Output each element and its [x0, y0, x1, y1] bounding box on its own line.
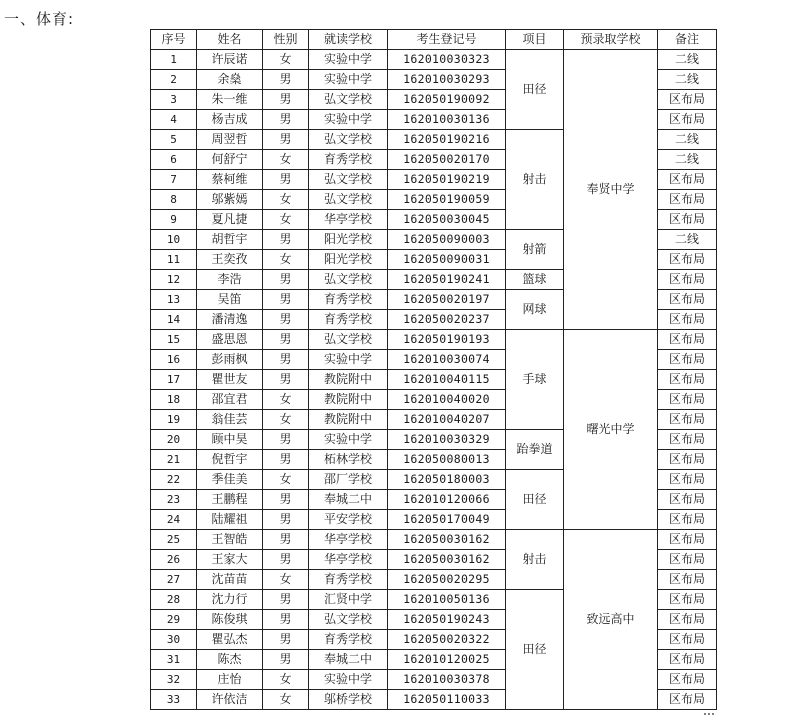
cell-name: 余燊 — [197, 70, 263, 90]
cell-school: 邵厂学校 — [309, 470, 388, 490]
cell-gender: 女 — [263, 410, 309, 430]
cell-no: 7 — [151, 170, 197, 190]
cell-sport: 手球 — [506, 330, 564, 430]
cell-registration: 162010040207 — [388, 410, 506, 430]
cell-no: 30 — [151, 630, 197, 650]
cell-school: 育秀学校 — [309, 630, 388, 650]
cell-registration: 162050030045 — [388, 210, 506, 230]
cell-gender: 男 — [263, 630, 309, 650]
cell-gender: 男 — [263, 430, 309, 450]
header-cell-gender: 性别 — [263, 30, 309, 50]
cell-school: 邬桥学校 — [309, 690, 388, 710]
cell-school: 教院附中 — [309, 370, 388, 390]
cell-school: 弘文学校 — [309, 610, 388, 630]
cell-gender: 男 — [263, 130, 309, 150]
header-cell-note: 备注 — [658, 30, 717, 50]
cell-gender: 男 — [263, 350, 309, 370]
cell-gender: 男 — [263, 510, 309, 530]
cell-name: 周翌哲 — [197, 130, 263, 150]
cell-gender: 女 — [263, 190, 309, 210]
cell-gender: 女 — [263, 150, 309, 170]
cell-gender: 女 — [263, 690, 309, 710]
cell-note: 区布局 — [658, 350, 717, 370]
cell-school: 弘文学校 — [309, 190, 388, 210]
cell-no: 21 — [151, 450, 197, 470]
cell-registration: 162050020295 — [388, 570, 506, 590]
cell-note: 区布局 — [658, 290, 717, 310]
cell-gender: 男 — [263, 170, 309, 190]
cell-registration: 162050110033 — [388, 690, 506, 710]
cell-gender: 女 — [263, 470, 309, 490]
watermark-mark — [703, 711, 715, 717]
cell-name: 沈苗苗 — [197, 570, 263, 590]
cell-gender: 男 — [263, 290, 309, 310]
cell-name: 吴笛 — [197, 290, 263, 310]
cell-gender: 男 — [263, 450, 309, 470]
cell-school: 平安学校 — [309, 510, 388, 530]
cell-admission-school: 曙光中学 — [564, 330, 658, 530]
cell-school: 柘林学校 — [309, 450, 388, 470]
cell-gender: 女 — [263, 50, 309, 70]
cell-name: 沈力行 — [197, 590, 263, 610]
cell-registration: 162050080013 — [388, 450, 506, 470]
cell-name: 蔡柯维 — [197, 170, 263, 190]
cell-sport: 射击 — [506, 130, 564, 230]
cell-registration: 162010030074 — [388, 350, 506, 370]
cell-school: 华亭学校 — [309, 550, 388, 570]
cell-school: 奉城二中 — [309, 650, 388, 670]
cell-sport: 田径 — [506, 50, 564, 130]
cell-no: 27 — [151, 570, 197, 590]
cell-no: 9 — [151, 210, 197, 230]
cell-note: 区布局 — [658, 570, 717, 590]
cell-no: 23 — [151, 490, 197, 510]
cell-no: 4 — [151, 110, 197, 130]
cell-registration: 162010120066 — [388, 490, 506, 510]
cell-gender: 男 — [263, 370, 309, 390]
header-cell-admission-school: 预录取学校 — [564, 30, 658, 50]
cell-note: 区布局 — [658, 590, 717, 610]
cell-name: 许依洁 — [197, 690, 263, 710]
cell-note: 二线 — [658, 230, 717, 250]
cell-admission-school: 奉贤中学 — [564, 50, 658, 330]
cell-gender: 男 — [263, 110, 309, 130]
table-row — [151, 50, 717, 70]
cell-registration: 162010040020 — [388, 390, 506, 410]
cell-registration: 162010030293 — [388, 70, 506, 90]
cell-note: 区布局 — [658, 210, 717, 230]
cell-gender: 男 — [263, 530, 309, 550]
cell-gender: 男 — [263, 270, 309, 290]
cell-registration: 162010040115 — [388, 370, 506, 390]
cell-no: 8 — [151, 190, 197, 210]
cell-name: 夏凡捷 — [197, 210, 263, 230]
cell-registration: 162050090031 — [388, 250, 506, 270]
cell-no: 19 — [151, 410, 197, 430]
cell-gender: 女 — [263, 250, 309, 270]
cell-name: 潘清逸 — [197, 310, 263, 330]
cell-registration: 162050190216 — [388, 130, 506, 150]
cell-registration: 162010030329 — [388, 430, 506, 450]
cell-note: 区布局 — [658, 470, 717, 490]
cell-no: 20 — [151, 430, 197, 450]
cell-name: 胡哲宇 — [197, 230, 263, 250]
cell-gender: 男 — [263, 230, 309, 250]
cell-name: 许辰诺 — [197, 50, 263, 70]
cell-note: 区布局 — [658, 490, 717, 510]
cell-registration: 162050190193 — [388, 330, 506, 350]
header-cell-sport: 项目 — [506, 30, 564, 50]
cell-gender: 男 — [263, 590, 309, 610]
cell-school: 实验中学 — [309, 430, 388, 450]
cell-name: 翁佳芸 — [197, 410, 263, 430]
cell-school: 华亭学校 — [309, 530, 388, 550]
cell-no: 13 — [151, 290, 197, 310]
cell-sport: 田径 — [506, 470, 564, 530]
cell-school: 实验中学 — [309, 350, 388, 370]
cell-no: 16 — [151, 350, 197, 370]
cell-no: 26 — [151, 550, 197, 570]
cell-note: 二线 — [658, 130, 717, 150]
cell-gender: 女 — [263, 390, 309, 410]
cell-school: 弘文学校 — [309, 130, 388, 150]
cell-no: 32 — [151, 670, 197, 690]
cell-note: 区布局 — [658, 370, 717, 390]
cell-name: 杨吉成 — [197, 110, 263, 130]
cell-note: 区布局 — [658, 510, 717, 530]
cell-school: 实验中学 — [309, 110, 388, 130]
cell-sport: 跆拳道 — [506, 430, 564, 470]
cell-school: 阳光学校 — [309, 250, 388, 270]
cell-sport: 网球 — [506, 290, 564, 330]
cell-name: 朱一维 — [197, 90, 263, 110]
cell-registration: 162010030136 — [388, 110, 506, 130]
cell-registration: 162050020170 — [388, 150, 506, 170]
cell-registration: 162050190059 — [388, 190, 506, 210]
cell-name: 顾中昊 — [197, 430, 263, 450]
cell-name: 陈俊琪 — [197, 610, 263, 630]
cell-school: 华亭学校 — [309, 210, 388, 230]
cell-note: 二线 — [658, 50, 717, 70]
cell-admission-school: 致远高中 — [564, 530, 658, 710]
cell-sport: 田径 — [506, 590, 564, 710]
table-body — [151, 50, 717, 710]
cell-registration: 162050190241 — [388, 270, 506, 290]
header-cell-school: 就读学校 — [309, 30, 388, 50]
cell-no: 10 — [151, 230, 197, 250]
cell-school: 实验中学 — [309, 670, 388, 690]
cell-registration: 162010030323 — [388, 50, 506, 70]
cell-name: 何舒宁 — [197, 150, 263, 170]
cell-sport: 篮球 — [506, 270, 564, 290]
cell-no: 15 — [151, 330, 197, 350]
cell-name: 瞿世友 — [197, 370, 263, 390]
cell-registration: 162050020322 — [388, 630, 506, 650]
cell-no: 18 — [151, 390, 197, 410]
cell-registration: 162050190219 — [388, 170, 506, 190]
cell-note: 区布局 — [658, 330, 717, 350]
header-row — [151, 30, 717, 50]
cell-no: 28 — [151, 590, 197, 610]
cell-note: 区布局 — [658, 670, 717, 690]
cell-note: 区布局 — [658, 250, 717, 270]
cell-registration: 162010030378 — [388, 670, 506, 690]
cell-school: 育秀学校 — [309, 570, 388, 590]
table-row — [151, 530, 717, 550]
section-heading: 一、体育: — [4, 10, 75, 28]
cell-registration: 162050020237 — [388, 310, 506, 330]
cell-name: 邵宜君 — [197, 390, 263, 410]
cell-note: 区布局 — [658, 390, 717, 410]
header-cell-name: 姓名 — [197, 30, 263, 50]
cell-name: 李浩 — [197, 270, 263, 290]
cell-school: 教院附中 — [309, 390, 388, 410]
cell-no: 31 — [151, 650, 197, 670]
cell-gender: 男 — [263, 550, 309, 570]
cell-no: 1 — [151, 50, 197, 70]
cell-sport: 射箭 — [506, 230, 564, 270]
cell-registration: 162010120025 — [388, 650, 506, 670]
cell-school: 弘文学校 — [309, 170, 388, 190]
cell-note: 区布局 — [658, 170, 717, 190]
header-cell-registration: 考生登记号 — [388, 30, 506, 50]
cell-school: 弘文学校 — [309, 270, 388, 290]
cell-no: 5 — [151, 130, 197, 150]
cell-school: 弘文学校 — [309, 90, 388, 110]
cell-no: 6 — [151, 150, 197, 170]
cell-no: 29 — [151, 610, 197, 630]
cell-gender: 女 — [263, 210, 309, 230]
cell-note: 区布局 — [658, 530, 717, 550]
cell-school: 汇贤中学 — [309, 590, 388, 610]
cell-name: 彭雨枫 — [197, 350, 263, 370]
cell-school: 教院附中 — [309, 410, 388, 430]
cell-gender: 男 — [263, 310, 309, 330]
cell-note: 区布局 — [658, 90, 717, 110]
cell-name: 王智皓 — [197, 530, 263, 550]
cell-registration: 162050170049 — [388, 510, 506, 530]
header-cell-no: 序号 — [151, 30, 197, 50]
cell-name: 季佳美 — [197, 470, 263, 490]
cell-gender: 男 — [263, 330, 309, 350]
cell-note: 区布局 — [658, 610, 717, 630]
cell-no: 3 — [151, 90, 197, 110]
cell-note: 区布局 — [658, 270, 717, 290]
cell-registration: 162050090003 — [388, 230, 506, 250]
cell-no: 33 — [151, 690, 197, 710]
cell-note: 区布局 — [658, 450, 717, 470]
cell-no: 24 — [151, 510, 197, 530]
cell-name: 王奕孜 — [197, 250, 263, 270]
cell-name: 瞿弘杰 — [197, 630, 263, 650]
cell-name: 陈杰 — [197, 650, 263, 670]
cell-note: 区布局 — [658, 190, 717, 210]
cell-school: 育秀学校 — [309, 150, 388, 170]
cell-name: 王家大 — [197, 550, 263, 570]
cell-gender: 女 — [263, 570, 309, 590]
cell-name: 倪哲宇 — [197, 450, 263, 470]
cell-name: 盛思恩 — [197, 330, 263, 350]
cell-school: 弘文学校 — [309, 330, 388, 350]
cell-no: 12 — [151, 270, 197, 290]
cell-gender: 男 — [263, 70, 309, 90]
cell-school: 实验中学 — [309, 70, 388, 90]
cell-no: 22 — [151, 470, 197, 490]
cell-school: 育秀学校 — [309, 290, 388, 310]
cell-gender: 男 — [263, 650, 309, 670]
cell-note: 区布局 — [658, 630, 717, 650]
cell-name: 邬紫嫣 — [197, 190, 263, 210]
cell-gender: 女 — [263, 670, 309, 690]
cell-name: 陆耀祖 — [197, 510, 263, 530]
cell-note: 二线 — [658, 70, 717, 90]
cell-note: 区布局 — [658, 110, 717, 130]
cell-gender: 男 — [263, 610, 309, 630]
cell-registration: 162050180003 — [388, 470, 506, 490]
cell-registration: 162050030162 — [388, 550, 506, 570]
cell-no: 14 — [151, 310, 197, 330]
cell-note: 区布局 — [658, 310, 717, 330]
cell-gender: 男 — [263, 90, 309, 110]
cell-note: 区布局 — [658, 430, 717, 450]
cell-note: 区布局 — [658, 690, 717, 710]
cell-note: 区布局 — [658, 410, 717, 430]
cell-sport: 射击 — [506, 530, 564, 590]
cell-name: 王鹏程 — [197, 490, 263, 510]
cell-registration: 162010050136 — [388, 590, 506, 610]
cell-note: 区布局 — [658, 650, 717, 670]
cell-registration: 162050020197 — [388, 290, 506, 310]
table-row — [151, 330, 717, 350]
cell-no: 2 — [151, 70, 197, 90]
cell-registration: 162050030162 — [388, 530, 506, 550]
cell-note: 二线 — [658, 150, 717, 170]
cell-no: 11 — [151, 250, 197, 270]
cell-name: 庄怡 — [197, 670, 263, 690]
cell-gender: 男 — [263, 490, 309, 510]
cell-note: 区布局 — [658, 550, 717, 570]
cell-no: 25 — [151, 530, 197, 550]
cell-school: 实验中学 — [309, 50, 388, 70]
cell-school: 奉城二中 — [309, 490, 388, 510]
cell-school: 育秀学校 — [309, 310, 388, 330]
cell-registration: 162050190092 — [388, 90, 506, 110]
cell-school: 阳光学校 — [309, 230, 388, 250]
admission-table — [150, 29, 717, 710]
cell-registration: 162050190243 — [388, 610, 506, 630]
cell-no: 17 — [151, 370, 197, 390]
